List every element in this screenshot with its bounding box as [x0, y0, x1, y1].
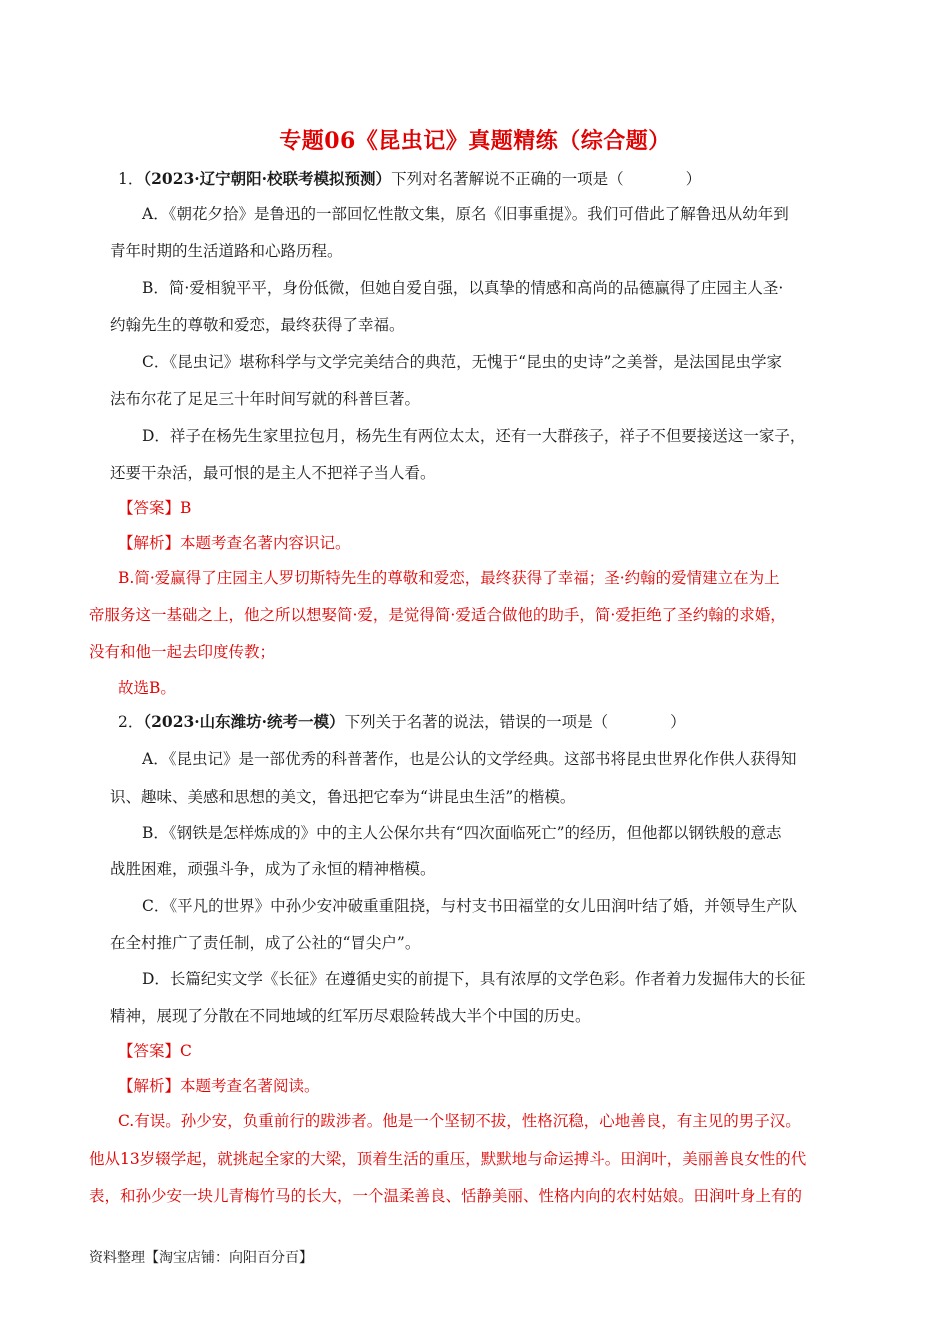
page-title: 专题06《昆虫记》真题精练（综合题） [279, 128, 671, 154]
explanation-line3: 没有和他一起去印度传教； [89, 643, 276, 661]
explanation-line1: B.简·爱赢得了庄园主人罗切斯特先生的尊敬和爱恋，最终获得了幸福；圣·约翰的爱情建立在为上 [118, 569, 780, 587]
option-a-line2: 识、趣味、美感和思想的美文，鲁迅把它奉为“讲昆虫生活”的楷模。 [110, 788, 576, 806]
option-a-line2: 青年时期的生活道路和心路历程。 [110, 242, 343, 260]
question-source: （2023·辽宁朝阳·校联考模拟预测） [143, 169, 392, 188]
answer-label: 【答案】C [118, 1042, 192, 1060]
option-b-line2: 战胜困难，顽强斗争，成为了永恒的精神楷模。 [110, 860, 436, 878]
question-number: 1． [118, 170, 144, 188]
question-stem: 下列对名著解说不正确的一项是（ ） [391, 170, 702, 188]
explanation-line4: 故选B。 [118, 679, 176, 697]
question-number: 2． [118, 713, 144, 731]
explanation-line2: 他从13岁辍学起，就挑起全家的大梁，顶着生活的重压，默默地与命运搏斗。田润叶，美丽善良女性的代 [89, 1150, 807, 1168]
option-d-line1: D．长篇纪实文学《长征》在遵循史实的前提下，具有浓厚的文学色彩。作者着力发掘伟大的长征 [142, 970, 806, 988]
option-d-line2: 还要干杂活，最可恨的是主人不把祥子当人看。 [110, 464, 436, 482]
option-b-line1: B．《钢铁是怎样炼成的》中的主人公保尔共有“四次面临死亡”的经历，但他都以钢铁般的意志 [142, 824, 782, 842]
option-c-line1: C．《昆虫记》堪称科学与文学完美结合的典范，无愧于“昆虫的史诗”之美誉，是法国昆虫学家 [142, 353, 782, 371]
option-a-line1: A．《朝花夕拾》是鲁迅的一部回忆性散文集，原名《旧事重提》。我们可借此了解鲁迅从幼年到 [142, 205, 789, 223]
question-source: （2023·山东潍坊·统考一模） [143, 712, 345, 731]
option-a-line1: A．《昆虫记》是一部优秀的科普著作，也是公认的文学经典。这部书将昆虫世界化作供人获得知 [142, 750, 797, 768]
option-d-line1: D．祥子在杨先生家里拉包月，杨先生有两位太太，还有一大群孩子，祥子不但要接送这一家子， [142, 427, 806, 445]
footer-note: 资料整理【淘宝店铺：向阳百分百】 [89, 1250, 313, 1266]
option-c-line1: C．《平凡的世界》中孙少安冲破重重阻挠，与村支书田福堂的女儿田润叶结了婚，并领导生产队 [142, 897, 798, 915]
explanation-line2: 帝服务这一基础之上，他之所以想娶简·爱，是觉得简·爱适合做他的助手，简·爱拒绝了圣约翰的求婚， [89, 606, 786, 624]
question-stem: 下列关于名著的说法，错误的一项是（ ） [344, 713, 686, 731]
question-2-header [118, 711, 686, 733]
explanation-line3: 表，和孙少安一块儿青梅竹马的长大，一个温柔善良、恬静美丽、性格内向的农村姑娘。田润叶身上有的 [89, 1187, 803, 1205]
explanation-line1: C.有误。孙少安，负重前行的跋涉者。他是一个坚韧不拔，性格沉稳，心地善良，有主见的男子汉。 [118, 1112, 801, 1130]
answer-label: 【答案】B [118, 499, 192, 517]
analysis-label: 【解析】本题考查名著阅读。 [118, 1077, 320, 1095]
question-1-header [118, 168, 701, 190]
option-c-line2: 法布尔花了足足三十年时间写就的科普巨著。 [110, 390, 421, 408]
option-c-line2: 在全村推广了责任制，成了公社的“冒尖户”。 [110, 934, 421, 952]
option-b-line1: B．简·爱相貌平平，身份低微，但她自爱自强，以真挚的情感和高尚的品德赢得了庄园主人圣· [142, 279, 784, 297]
analysis-label: 【解析】本题考查名著内容识记。 [118, 534, 351, 552]
option-b-line2: 约翰先生的尊敬和爱恋，最终获得了幸福。 [110, 316, 405, 334]
option-d-line2: 精神，展现了分散在不同地域的红军历尽艰险转战大半个中国的历史。 [110, 1007, 591, 1025]
